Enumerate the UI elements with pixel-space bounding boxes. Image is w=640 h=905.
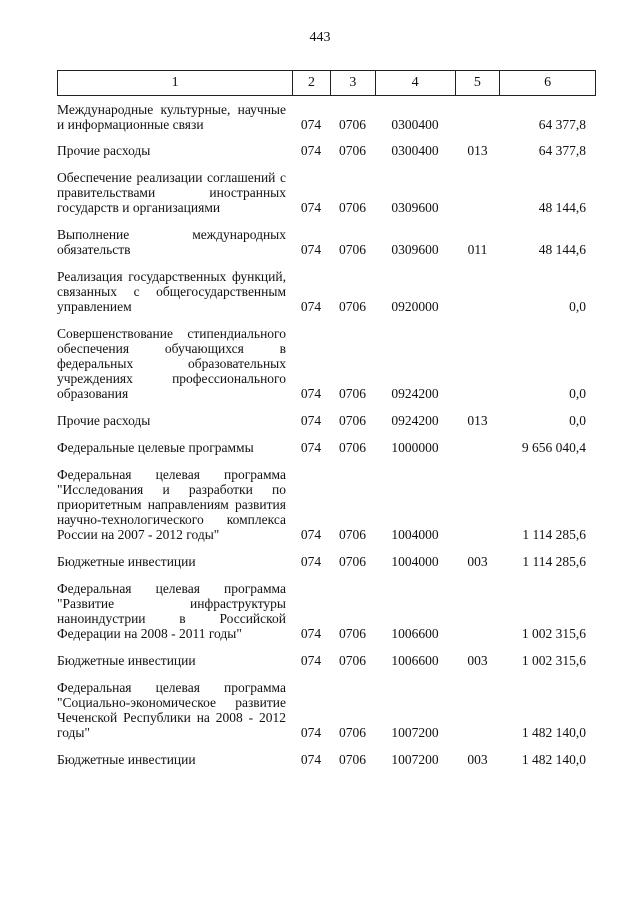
row-name: Федеральная целевая программа "Развитие инфраструктуры наноиндустрии в Российской Федерации на 2008 - 2011 годы": [57, 581, 286, 641]
row-code-ministry: 074: [300, 554, 322, 569]
row-name: Бюджетные инвестиции: [57, 653, 196, 668]
row-name: Федеральная целевая программа "Социально-экономическое развитие Чеченской Республики на 2008 - 2012 годы": [57, 680, 286, 740]
header-cell-2: 2: [292, 71, 330, 95]
row-code-section: 0706: [339, 527, 366, 542]
row-code-type: 003: [467, 554, 488, 569]
row-amount: 0,0: [569, 413, 586, 428]
table-row: [57, 581, 596, 641]
header-cell-1: 1: [171, 75, 179, 90]
row-amount: 48 144,6: [538, 242, 586, 257]
row-code-target: 1006600: [391, 626, 439, 641]
row-code-target: 0300400: [391, 143, 439, 158]
table-row: [57, 170, 596, 215]
table-row: [57, 227, 596, 257]
row-amount: 1 002 315,6: [521, 626, 586, 641]
header-cell-3: 3: [330, 71, 375, 95]
row-code-ministry: 074: [300, 626, 322, 641]
row-amount: 1 482 140,0: [521, 725, 586, 740]
row-code-target: 0309600: [391, 242, 439, 257]
table-row: [57, 680, 596, 740]
row-code-ministry: 074: [300, 527, 322, 542]
row-code-ministry: 074: [300, 413, 322, 428]
row-code-section: 0706: [339, 440, 366, 455]
table-row: [57, 752, 596, 767]
row-amount: 1 482 140,0: [521, 752, 586, 767]
row-code-type: 013: [467, 413, 488, 428]
row-code-target: 1007200: [391, 752, 439, 767]
row-code-target: 1000000: [391, 440, 439, 455]
row-code-type: 003: [467, 653, 488, 668]
row-code-ministry: 074: [300, 386, 322, 401]
page-number: 443: [309, 30, 331, 45]
row-name: Совершенствование стипендиального обеспечения обучающихся в федеральных образовательных учреждениях профессионального образования: [57, 326, 286, 401]
row-code-section: 0706: [339, 299, 366, 314]
row-amount: 1 114 285,6: [522, 527, 586, 542]
row-code-ministry: 074: [300, 242, 322, 257]
row-amount: 0,0: [569, 386, 586, 401]
row-name: Реализация государственных функций, связанных с общегосударственным управлением: [57, 269, 286, 314]
table-row: [57, 467, 596, 542]
row-code-ministry: 074: [300, 143, 322, 158]
row-name: Бюджетные инвестиции: [57, 752, 196, 767]
row-name: Выполнение международных обязательств: [57, 227, 286, 257]
table-row: [57, 440, 596, 455]
row-code-section: 0706: [339, 653, 366, 668]
table-header: [57, 70, 596, 96]
table-row: [57, 102, 596, 132]
row-code-section: 0706: [339, 143, 366, 158]
row-name: Международные культурные, научные и информационные связи: [57, 102, 286, 132]
row-name: Федеральная целевая программа "Исследования и разработки по приоритетным направлениям развития научно-технологического комплекса России на 2007 - 2012 годы": [57, 467, 286, 542]
row-code-type: 011: [467, 242, 488, 257]
row-name: Прочие расходы: [57, 413, 151, 428]
row-name: Федеральные целевые программы: [57, 440, 254, 455]
row-code-target: 1006600: [391, 653, 439, 668]
row-code-section: 0706: [339, 554, 366, 569]
table-row: [57, 143, 596, 158]
row-code-target: 1004000: [391, 554, 439, 569]
row-code-target: 0920000: [391, 299, 439, 314]
row-code-section: 0706: [339, 117, 366, 132]
row-code-ministry: 074: [300, 653, 322, 668]
row-amount: 64 377,8: [538, 117, 586, 132]
row-code-target: 0309600: [391, 200, 439, 215]
row-code-ministry: 074: [300, 725, 322, 740]
table-row: [57, 326, 596, 401]
header-cell-6: 6: [499, 71, 595, 95]
table-row: [57, 653, 596, 668]
row-name: Бюджетные инвестиции: [57, 554, 196, 569]
row-code-type: 003: [467, 752, 488, 767]
row-code-section: 0706: [339, 752, 366, 767]
row-amount: 1 002 315,6: [521, 653, 586, 668]
row-code-ministry: 074: [300, 200, 322, 215]
row-amount: 1 114 285,6: [522, 554, 586, 569]
row-code-section: 0706: [339, 413, 366, 428]
row-code-section: 0706: [339, 242, 366, 257]
row-code-section: 0706: [339, 200, 366, 215]
header-cell-4: 4: [375, 71, 455, 95]
row-name: Обеспечение реализации соглашений с правительствами иностранных государств и организациями: [57, 170, 286, 215]
row-code-target: 0924200: [391, 413, 439, 428]
row-code-ministry: 074: [300, 299, 322, 314]
header-cell-5: 5: [455, 71, 500, 95]
row-code-ministry: 074: [300, 752, 322, 767]
row-code-section: 0706: [339, 725, 366, 740]
row-code-section: 0706: [339, 626, 366, 641]
row-code-ministry: 074: [300, 440, 322, 455]
table-row: [57, 269, 596, 314]
table-row: [57, 554, 596, 569]
budget-table: [57, 70, 596, 767]
row-code-target: 0300400: [391, 117, 439, 132]
row-amount: 9 656 040,4: [521, 440, 586, 455]
row-name: Прочие расходы: [57, 143, 151, 158]
row-amount: 48 144,6: [538, 200, 586, 215]
row-code-target: 0924200: [391, 386, 439, 401]
row-code-section: 0706: [339, 386, 366, 401]
row-code-ministry: 074: [300, 117, 322, 132]
row-amount: 0,0: [569, 299, 586, 314]
row-code-type: 013: [467, 143, 488, 158]
row-amount: 64 377,8: [538, 143, 586, 158]
row-code-target: 1007200: [391, 725, 439, 740]
table-row: [57, 413, 596, 428]
row-code-target: 1004000: [391, 527, 439, 542]
